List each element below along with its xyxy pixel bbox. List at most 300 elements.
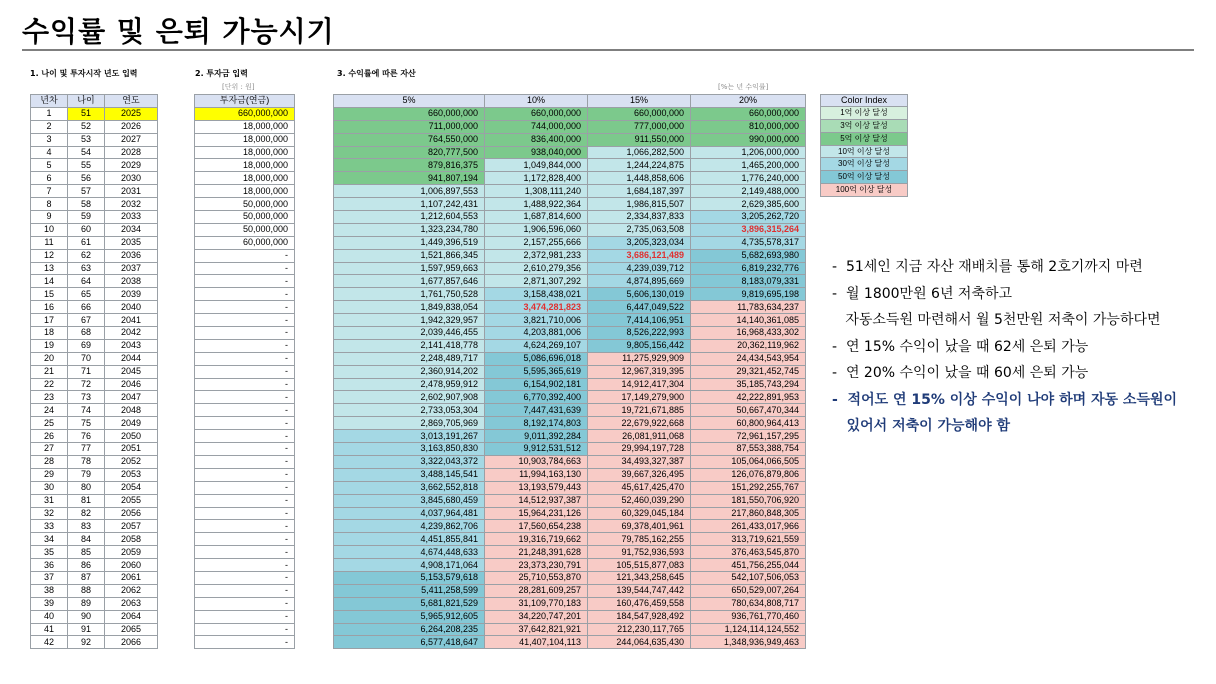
year-index-cell: 9 <box>31 211 68 224</box>
rate-10-cell: 2,157,255,666 <box>485 236 588 249</box>
rate-20-cell: 126,076,879,806 <box>691 468 806 481</box>
investment-cell: - <box>195 249 295 262</box>
year-cell: 2053 <box>105 468 158 481</box>
rate-10-cell: 7,447,431,639 <box>485 404 588 417</box>
table-row <box>334 133 806 146</box>
rate-5-cell: 2,248,489,717 <box>334 352 485 365</box>
year-cell: 2027 <box>105 133 158 146</box>
rate-5-cell: 2,360,914,202 <box>334 365 485 378</box>
color-index-item: 50억 이상 달성 <box>820 171 908 184</box>
rate-15-cell: 60,329,045,184 <box>588 507 691 520</box>
table-row <box>31 481 158 494</box>
year-cell: 2063 <box>105 597 158 610</box>
rate-20-cell: 72,961,157,295 <box>691 430 806 443</box>
rate-5-cell: 5,681,821,529 <box>334 597 485 610</box>
table-row <box>31 584 158 597</box>
table-row <box>334 339 806 352</box>
rate-15-cell: 184,547,928,492 <box>588 610 691 623</box>
rate-10-cell: 1,308,111,240 <box>485 185 588 198</box>
rate-10-cell: 31,109,770,183 <box>485 597 588 610</box>
investment-cell: - <box>195 623 295 636</box>
rate-20-cell: 810,000,000 <box>691 120 806 133</box>
year-cell: 2054 <box>105 481 158 494</box>
rate-10-cell: 37,642,821,921 <box>485 623 588 636</box>
year-cell: 2066 <box>105 636 158 649</box>
table-row <box>31 404 158 417</box>
table-row <box>31 275 158 288</box>
note-line: - 적어도 연 15% 이상 수익이 나야 하며 자동 소득원이 <box>832 391 1178 408</box>
header-rate-5: 5% <box>334 95 485 108</box>
rate-10-cell: 8,192,174,803 <box>485 417 588 430</box>
age-cell: 58 <box>68 198 105 211</box>
investment-cell: 18,000,000 <box>195 159 295 172</box>
header-year: 연도 <box>105 95 158 108</box>
rate-20-cell: 60,800,964,413 <box>691 417 806 430</box>
table-row <box>334 172 806 185</box>
table-row <box>31 133 158 146</box>
rate-20-cell: 42,222,891,953 <box>691 391 806 404</box>
rate-5-cell: 3,013,191,267 <box>334 430 485 443</box>
rate-15-cell: 121,343,258,645 <box>588 571 691 584</box>
year-cell: 2050 <box>105 430 158 443</box>
rate-20-cell: 11,783,634,237 <box>691 301 806 314</box>
investment-cell: 60,000,000 <box>195 236 295 249</box>
unit-note: [단위 : 원] <box>222 83 255 91</box>
rate-10-cell: 6,154,902,181 <box>485 378 588 391</box>
rate-15-cell: 1,684,187,397 <box>588 185 691 198</box>
age-cell: 55 <box>68 159 105 172</box>
age-cell: 64 <box>68 275 105 288</box>
year-index-cell: 12 <box>31 249 68 262</box>
rate-10-cell: 1,906,596,060 <box>485 223 588 236</box>
table-row <box>334 584 806 597</box>
age-year-table <box>30 94 158 649</box>
table-row <box>31 391 158 404</box>
rate-5-cell: 4,451,855,841 <box>334 533 485 546</box>
table-row <box>334 546 806 559</box>
year-cell: 2034 <box>105 223 158 236</box>
table-row <box>195 559 295 572</box>
table-row <box>195 455 295 468</box>
section-age-input-label: 1. 나이 및 투자시작 년도 입력 <box>30 69 138 78</box>
table-row <box>334 288 806 301</box>
table-row <box>334 597 806 610</box>
rate-10-cell: 2,871,307,292 <box>485 275 588 288</box>
year-index-cell: 6 <box>31 172 68 185</box>
table-row <box>31 430 158 443</box>
rate-15-cell: 660,000,000 <box>588 107 691 120</box>
table-row <box>195 120 295 133</box>
age-cell: 54 <box>68 146 105 159</box>
table-row <box>31 378 158 391</box>
investment-cell: - <box>195 288 295 301</box>
note-line: - 연 15% 수익이 났을 때 62세 은퇴 가능 <box>832 338 1089 355</box>
year-cell: 2048 <box>105 404 158 417</box>
table-row <box>334 623 806 636</box>
investment-cell: - <box>195 275 295 288</box>
rate-10-cell: 4,624,269,107 <box>485 339 588 352</box>
rate-note: [%는 년 수익률] <box>718 83 769 91</box>
table-row <box>195 249 295 262</box>
year-index-cell: 38 <box>31 584 68 597</box>
table-row <box>195 520 295 533</box>
year-cell: 2047 <box>105 391 158 404</box>
age-cell: 84 <box>68 533 105 546</box>
table-row <box>195 211 295 224</box>
table-row <box>334 120 806 133</box>
age-cell: 72 <box>68 378 105 391</box>
rate-10-cell: 11,994,163,130 <box>485 468 588 481</box>
year-cell: 2040 <box>105 301 158 314</box>
year-index-cell: 33 <box>31 520 68 533</box>
header-rate-20: 20% <box>691 95 806 108</box>
year-index-cell: 31 <box>31 494 68 507</box>
rate-20-cell: 542,107,506,053 <box>691 571 806 584</box>
investment-table <box>194 94 295 649</box>
table-row <box>195 236 295 249</box>
color-index-item: 10억 이상 달성 <box>820 146 908 159</box>
rate-15-cell: 777,000,000 <box>588 120 691 133</box>
year-cell: 2064 <box>105 610 158 623</box>
rate-10-cell: 9,011,392,284 <box>485 430 588 443</box>
year-index-cell: 11 <box>31 236 68 249</box>
age-cell: 73 <box>68 391 105 404</box>
rate-20-cell: 3,896,315,264 <box>691 223 806 236</box>
year-cell: 2046 <box>105 378 158 391</box>
table-row <box>195 314 295 327</box>
color-index-item: 5억 이상 달성 <box>820 133 908 146</box>
year-index-cell: 35 <box>31 546 68 559</box>
age-cell: 74 <box>68 404 105 417</box>
rate-15-cell: 244,064,635,430 <box>588 636 691 649</box>
table-row <box>334 533 806 546</box>
rate-5-cell: 2,039,446,455 <box>334 327 485 340</box>
table-row <box>31 301 158 314</box>
table-row <box>334 223 806 236</box>
rate-15-cell: 14,912,417,304 <box>588 378 691 391</box>
year-index-cell: 37 <box>31 571 68 584</box>
color-index-item: 100억 이상 달성 <box>820 184 908 197</box>
rate-20-cell: 1,776,240,000 <box>691 172 806 185</box>
investment-cell: - <box>195 365 295 378</box>
year-cell: 2038 <box>105 275 158 288</box>
table-row <box>31 172 158 185</box>
table-row <box>334 443 806 456</box>
rate-20-cell: 29,321,452,745 <box>691 365 806 378</box>
table-row <box>195 404 295 417</box>
rate-5-cell: 4,239,862,706 <box>334 520 485 533</box>
year-index-cell: 36 <box>31 559 68 572</box>
header-investment: 투자금(연금) <box>195 95 295 108</box>
rate-20-cell: 261,433,017,966 <box>691 520 806 533</box>
rate-20-cell: 16,968,433,302 <box>691 327 806 340</box>
rate-20-cell: 5,682,693,980 <box>691 249 806 262</box>
table-row <box>195 352 295 365</box>
age-cell: 87 <box>68 571 105 584</box>
table-row <box>195 584 295 597</box>
investment-cell: - <box>195 636 295 649</box>
age-cell: 67 <box>68 314 105 327</box>
table-row <box>195 533 295 546</box>
rate-5-cell: 1,677,857,646 <box>334 275 485 288</box>
table-row <box>334 520 806 533</box>
investment-cell: - <box>195 339 295 352</box>
table-row <box>334 430 806 443</box>
table-row <box>31 365 158 378</box>
summary-notes <box>832 254 1177 440</box>
table-row <box>195 623 295 636</box>
investment-cell: 18,000,000 <box>195 172 295 185</box>
rate-15-cell: 5,606,130,019 <box>588 288 691 301</box>
table-row <box>334 249 806 262</box>
rate-15-cell: 1,986,815,507 <box>588 198 691 211</box>
rate-10-cell: 17,560,654,238 <box>485 520 588 533</box>
year-cell: 2055 <box>105 494 158 507</box>
note-line: 자동소득원 마련해서 월 5천만원 저축이 가능하다면 <box>832 312 1161 328</box>
rate-5-cell: 3,662,552,818 <box>334 481 485 494</box>
color-index-item: 3억 이상 달성 <box>820 120 908 133</box>
table-row <box>195 468 295 481</box>
year-cell: 2043 <box>105 339 158 352</box>
age-cell: 82 <box>68 507 105 520</box>
table-row <box>334 455 806 468</box>
table-row <box>31 327 158 340</box>
rate-10-cell: 660,000,000 <box>485 107 588 120</box>
table-row <box>31 211 158 224</box>
table-row <box>31 597 158 610</box>
table-row <box>195 636 295 649</box>
color-index-item: 30억 이상 달성 <box>820 158 908 171</box>
year-cell: 2032 <box>105 198 158 211</box>
rate-20-cell: 1,465,200,000 <box>691 159 806 172</box>
table-row <box>31 107 158 120</box>
table-row <box>334 636 806 649</box>
rate-20-cell: 780,634,808,717 <box>691 597 806 610</box>
year-cell: 2044 <box>105 352 158 365</box>
year-index-cell: 15 <box>31 288 68 301</box>
table-row <box>334 378 806 391</box>
rate-5-cell: 3,322,043,372 <box>334 455 485 468</box>
table-row <box>334 314 806 327</box>
age-cell: 56 <box>68 172 105 185</box>
year-cell: 2029 <box>105 159 158 172</box>
age-cell: 90 <box>68 610 105 623</box>
header-year-index: 년차 <box>31 95 68 108</box>
table-row <box>195 159 295 172</box>
title-divider <box>22 49 1194 51</box>
rate-10-cell: 2,372,981,233 <box>485 249 588 262</box>
rate-10-cell: 13,193,579,443 <box>485 481 588 494</box>
rate-5-cell: 1,942,329,957 <box>334 314 485 327</box>
rate-5-cell: 4,037,964,481 <box>334 507 485 520</box>
rate-10-cell: 5,595,365,619 <box>485 365 588 378</box>
rate-10-cell: 744,000,000 <box>485 120 588 133</box>
year-index-cell: 17 <box>31 314 68 327</box>
rate-5-cell: 660,000,000 <box>334 107 485 120</box>
year-cell: 2052 <box>105 455 158 468</box>
age-cell: 65 <box>68 288 105 301</box>
investment-cell: 18,000,000 <box>195 120 295 133</box>
table-row <box>195 275 295 288</box>
rate-20-cell: 105,064,066,505 <box>691 455 806 468</box>
rate-15-cell: 34,493,327,387 <box>588 455 691 468</box>
investment-cell: - <box>195 571 295 584</box>
investment-cell: - <box>195 327 295 340</box>
table-row <box>334 301 806 314</box>
table-row <box>195 223 295 236</box>
table-row <box>31 468 158 481</box>
table-row <box>195 262 295 275</box>
table-row <box>334 559 806 572</box>
table-row <box>195 443 295 456</box>
rate-5-cell: 820,777,500 <box>334 146 485 159</box>
table-row <box>31 623 158 636</box>
rate-10-cell: 1,172,828,400 <box>485 172 588 185</box>
rate-5-cell: 6,264,208,235 <box>334 623 485 636</box>
year-index-cell: 3 <box>31 133 68 146</box>
rate-5-cell: 2,869,705,969 <box>334 417 485 430</box>
age-cell: 60 <box>68 223 105 236</box>
year-index-cell: 8 <box>31 198 68 211</box>
rate-5-cell: 2,478,959,912 <box>334 378 485 391</box>
age-cell: 69 <box>68 339 105 352</box>
rate-20-cell: 650,529,007,264 <box>691 584 806 597</box>
rate-15-cell: 1,066,282,500 <box>588 146 691 159</box>
age-cell: 83 <box>68 520 105 533</box>
section-investment-label: 2. 투자금 입력 <box>195 69 248 78</box>
table-row <box>31 520 158 533</box>
rate-20-cell: 4,735,578,317 <box>691 236 806 249</box>
table-row <box>334 146 806 159</box>
year-cell: 2036 <box>105 249 158 262</box>
color-index-item: 1억 이상 달성 <box>820 107 908 120</box>
color-index-header: Color Index <box>820 94 908 107</box>
rate-20-cell: 24,434,543,954 <box>691 352 806 365</box>
year-cell: 2041 <box>105 314 158 327</box>
year-index-cell: 5 <box>31 159 68 172</box>
rate-20-cell: 990,000,000 <box>691 133 806 146</box>
age-cell: 79 <box>68 468 105 481</box>
rate-10-cell: 3,821,710,006 <box>485 314 588 327</box>
rate-10-cell: 25,710,553,870 <box>485 571 588 584</box>
rate-5-cell: 764,550,000 <box>334 133 485 146</box>
rate-20-cell: 2,149,488,000 <box>691 185 806 198</box>
year-cell: 2056 <box>105 507 158 520</box>
table-row <box>334 494 806 507</box>
age-cell: 51 <box>68 107 105 120</box>
rate-5-cell: 2,733,053,304 <box>334 404 485 417</box>
year-index-cell: 23 <box>31 391 68 404</box>
rate-20-cell: 2,629,385,600 <box>691 198 806 211</box>
table-row <box>31 571 158 584</box>
rate-20-cell: 14,140,361,085 <box>691 314 806 327</box>
rate-5-cell: 1,323,234,780 <box>334 223 485 236</box>
table-row <box>334 507 806 520</box>
rate-15-cell: 17,149,279,900 <box>588 391 691 404</box>
year-index-cell: 39 <box>31 597 68 610</box>
table-row <box>195 198 295 211</box>
year-cell: 2045 <box>105 365 158 378</box>
rate-15-cell: 3,205,323,034 <box>588 236 691 249</box>
age-cell: 77 <box>68 443 105 456</box>
table-row <box>195 481 295 494</box>
investment-cell: - <box>195 468 295 481</box>
rate-10-cell: 836,400,000 <box>485 133 588 146</box>
table-row <box>334 391 806 404</box>
age-cell: 89 <box>68 597 105 610</box>
rate-15-cell: 22,679,922,668 <box>588 417 691 430</box>
year-index-cell: 13 <box>31 262 68 275</box>
rate-10-cell: 3,158,438,021 <box>485 288 588 301</box>
year-index-cell: 26 <box>31 430 68 443</box>
table-row <box>334 468 806 481</box>
table-row <box>31 636 158 649</box>
rate-5-cell: 879,816,375 <box>334 159 485 172</box>
investment-cell: - <box>195 417 295 430</box>
year-cell: 2057 <box>105 520 158 533</box>
investment-cell: - <box>195 378 295 391</box>
year-cell: 2051 <box>105 443 158 456</box>
rate-20-cell: 660,000,000 <box>691 107 806 120</box>
rate-5-cell: 3,488,145,541 <box>334 468 485 481</box>
rate-15-cell: 160,476,459,558 <box>588 597 691 610</box>
rate-20-cell: 181,550,706,920 <box>691 494 806 507</box>
rate-15-cell: 212,230,117,765 <box>588 623 691 636</box>
year-cell: 2058 <box>105 533 158 546</box>
rate-20-cell: 451,756,255,044 <box>691 559 806 572</box>
age-cell: 68 <box>68 327 105 340</box>
year-index-cell: 40 <box>31 610 68 623</box>
year-cell: 2031 <box>105 185 158 198</box>
investment-cell: 50,000,000 <box>195 198 295 211</box>
year-cell: 2042 <box>105 327 158 340</box>
table-row <box>31 455 158 468</box>
table-row <box>334 107 806 120</box>
rate-5-cell: 5,153,579,618 <box>334 571 485 584</box>
rate-5-cell: 4,674,448,633 <box>334 546 485 559</box>
table-row <box>334 417 806 430</box>
asset-growth-table <box>333 94 806 649</box>
rate-10-cell: 4,203,881,006 <box>485 327 588 340</box>
table-row <box>334 571 806 584</box>
age-cell: 92 <box>68 636 105 649</box>
year-index-cell: 22 <box>31 378 68 391</box>
investment-cell: - <box>195 533 295 546</box>
table-row <box>31 314 158 327</box>
rate-10-cell: 23,373,230,791 <box>485 559 588 572</box>
table-row <box>31 185 158 198</box>
rate-10-cell: 1,488,922,364 <box>485 198 588 211</box>
rate-5-cell: 1,521,866,345 <box>334 249 485 262</box>
rate-20-cell: 3,205,262,720 <box>691 211 806 224</box>
age-cell: 75 <box>68 417 105 430</box>
investment-cell: - <box>195 314 295 327</box>
table-row <box>31 198 158 211</box>
table-row <box>334 211 806 224</box>
table-row <box>334 275 806 288</box>
age-cell: 70 <box>68 352 105 365</box>
rate-20-cell: 87,553,388,754 <box>691 443 806 456</box>
note-line: - 연 20% 수익이 났을 때 60세 은퇴 가능 <box>832 365 1089 381</box>
table-row <box>334 404 806 417</box>
year-cell: 2033 <box>105 211 158 224</box>
rate-15-cell: 52,460,039,290 <box>588 494 691 507</box>
table-row <box>31 339 158 352</box>
investment-cell: - <box>195 546 295 559</box>
rate-10-cell: 1,687,814,600 <box>485 211 588 224</box>
age-cell: 91 <box>68 623 105 636</box>
rate-20-cell: 1,348,936,949,463 <box>691 636 806 649</box>
